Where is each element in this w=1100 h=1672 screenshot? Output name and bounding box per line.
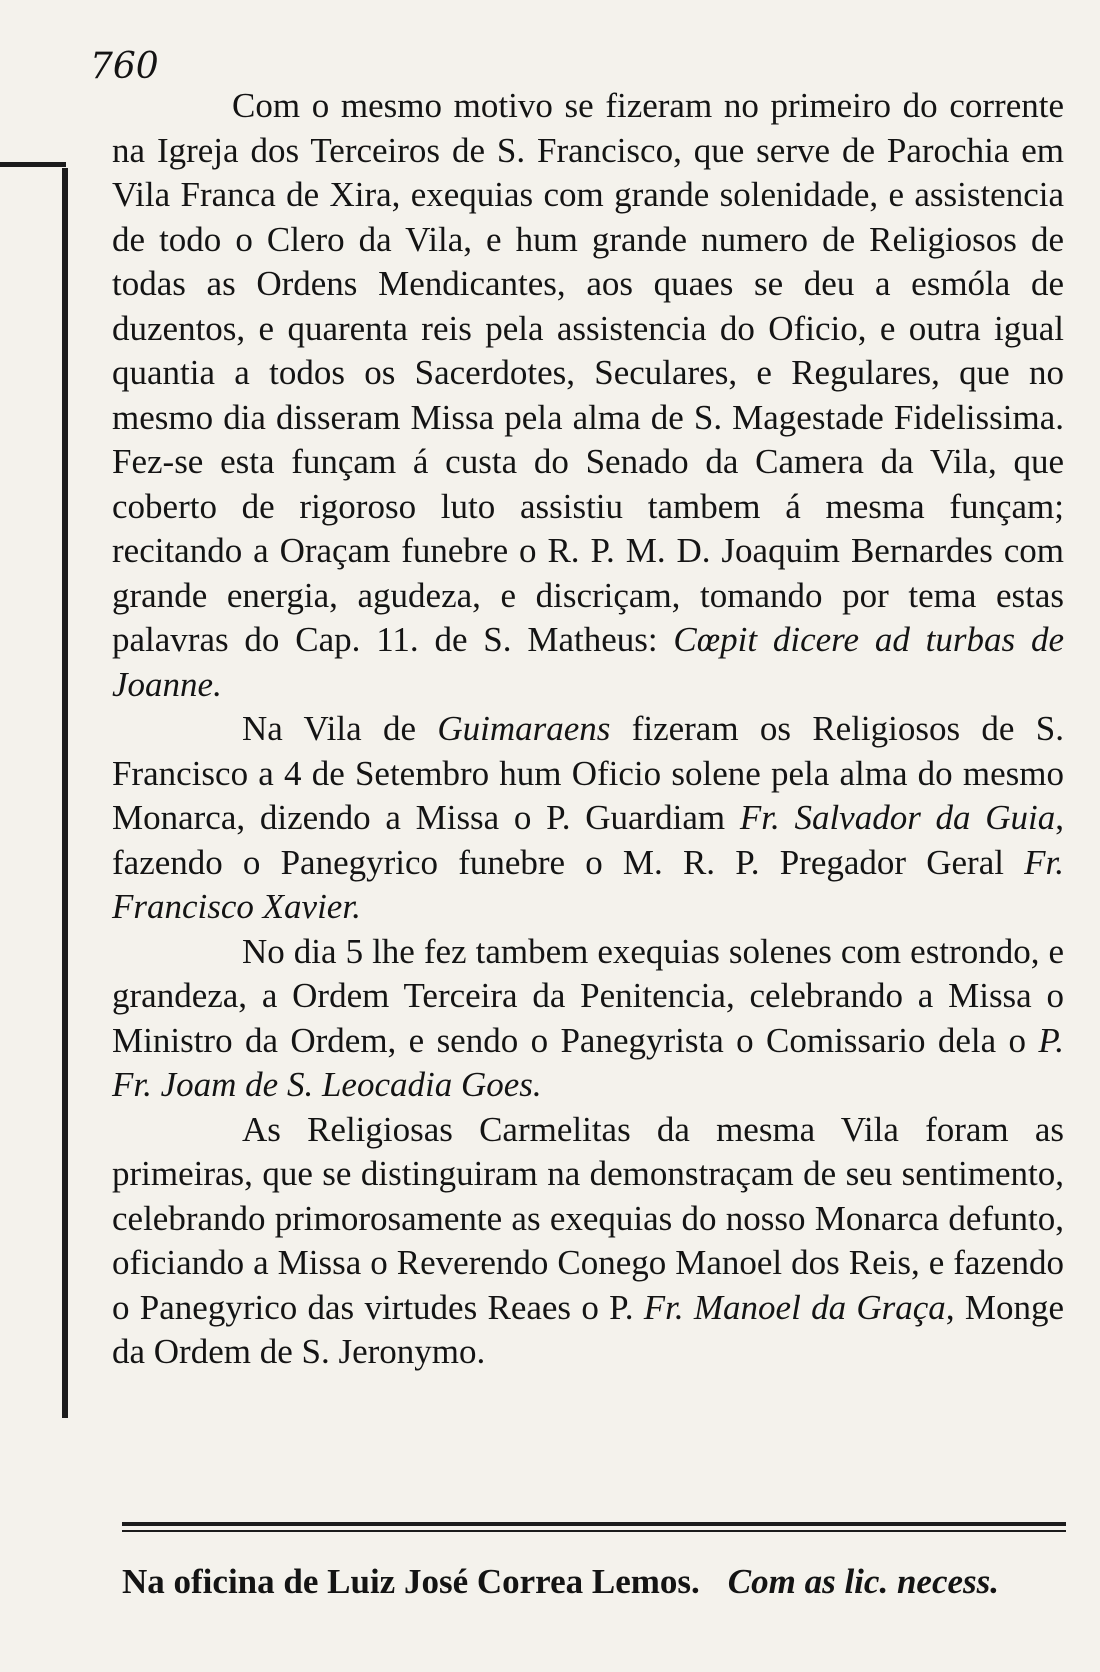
text-run: No dia 5 lhe fez tambem exequias solenes com estrondo, e grandeza, a Ordem Terceira da Penitencia, celebrando a Missa o Ministro da Ordem, e sendo o Panegyrista o Comissario dela o	[112, 931, 1064, 1060]
paragraph	[112, 930, 1064, 1108]
footer-rule	[122, 1522, 1066, 1526]
text-run: Com o mesmo motivo se fizeram no primeiro do corrente na Igreja dos Terceiros de S. Francisco, que serve de Parochia em Vila Franca de Xira, exequias com grande solenidade, e assistencia de todo o Clero da Vila, e hum grande numero de Religiosos de todas as Ordens Mendicantes, aos quaes se deu a esmóla de duzentos, e quarenta reis pela assistencia do Oficio, e outra igual quantia a todos os Sacerdotes, Seculares, e Regulares, que no mesmo dia disseram Missa pela alma de S. Magestade Fidelissima. Fez-se esta funçam á custa do Senado da Camera da Vila, que coberto de rigoroso luto assistiu tambem á mesma funçam; recitando a Oraçam funebre o R. P. M. D. Joaquim Bernardes com grande energia, agudeza, e discriçam, tomando por tema estas palavras do Cap. 11. de S. Matheus:	[112, 86, 1064, 659]
margin-rule-tick	[0, 162, 66, 167]
latin-quote: Cœpit dicere ad turbas de Joanne.	[112, 620, 1064, 704]
body-text	[112, 84, 1064, 1375]
paragraph	[112, 84, 1064, 707]
text-run: , fazendo o Panegyrico funebre o M. R. P. Pregador Geral	[112, 798, 1064, 882]
person-name: Fr. Salvador da Guia	[739, 798, 1056, 837]
text-run: , Monge da Ordem de S. Jeronymo.	[112, 1287, 1064, 1371]
person-name: P. Fr. Joam de S. Leocadia Goes.	[112, 1020, 1064, 1104]
footer-rule	[122, 1530, 1066, 1532]
text-run: As Religiosas Carmelitas da mesma Vila foram as primeiras, que se distinguiram na demonstraçam de seu sentimento, celebrando primorosamente as exequias do nosso Monarca defunto, oficiando a Missa o Reverendo Conego Manoel dos Reis, e fazendo o Panegyrico das virtudes Reaes o P.	[112, 1109, 1064, 1327]
paragraph	[112, 1108, 1064, 1375]
license-note: Com as lic. necess.	[727, 1562, 999, 1601]
person-name: Fr. Manoel da Graça	[643, 1287, 946, 1327]
margin-rule	[62, 168, 68, 1418]
page-number: 760	[90, 46, 159, 87]
imprint-text: Na oficina de Luiz José Correa Lemos.	[122, 1562, 700, 1601]
text-run: fizeram os Religiosos de S. Francisco a 4 de Setembro hum Oficio solene pela alma do mesmo Monarca, dizendo a Missa o P. Guardiam	[112, 709, 1064, 837]
text-run: Na Vila de	[242, 709, 438, 748]
imprint-line	[122, 1562, 1072, 1602]
paragraph	[112, 707, 1064, 930]
person-name: Fr. Francisco Xavier.	[112, 842, 1064, 926]
place-name: Guimaraens	[437, 709, 611, 748]
